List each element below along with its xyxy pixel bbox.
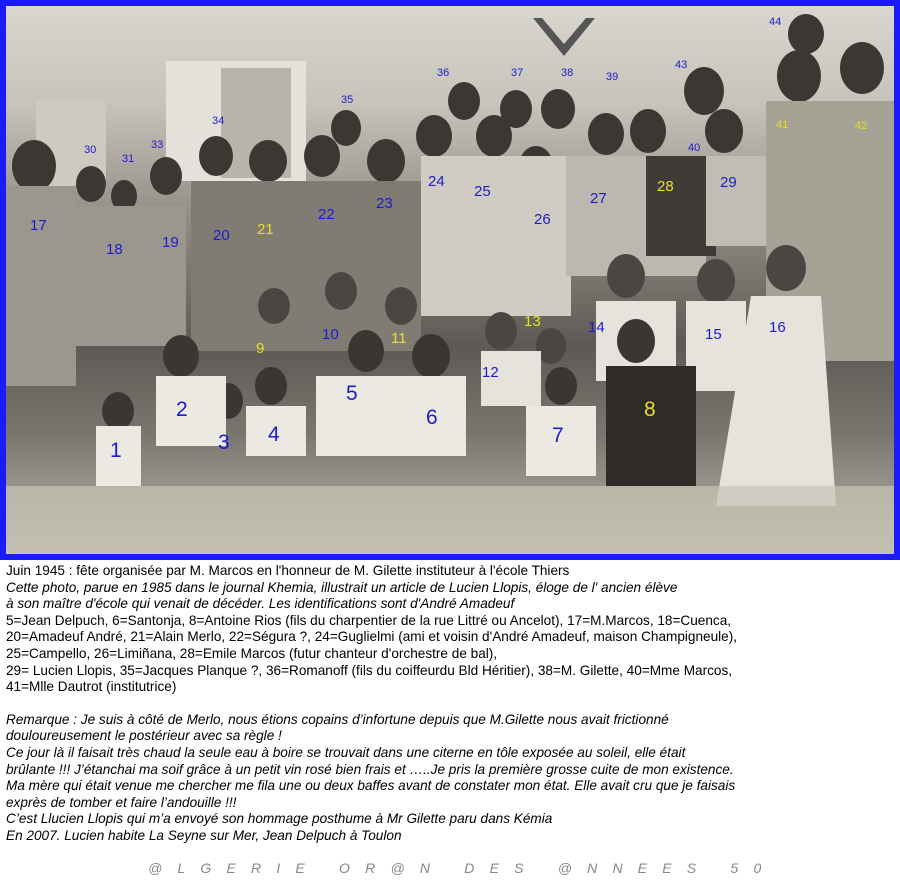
caption-ids-5: 41=Mlle Dautrot (institutrice): [6, 679, 177, 695]
person-label-33: 33: [151, 139, 164, 151]
person-label-34: 34: [212, 115, 225, 127]
person-label-29: 29: [720, 174, 737, 191]
caption-ids-1: 5=Jean Delpuch, 6=Santonja, 8=Antoine Rios (fils du charpentier de la rue Littré ou Ancelot), 17=M.Marcos, 18=Cuenca,: [6, 612, 732, 628]
person-label-17: 17: [30, 217, 47, 234]
person-label-36: 36: [437, 67, 450, 79]
person-label-7: 7: [552, 424, 564, 447]
person-label-10: 10: [322, 326, 339, 343]
person-label-41: 41: [776, 119, 789, 131]
person-label-15: 15: [705, 326, 722, 343]
person-label-8: 8: [644, 398, 656, 421]
person-label-19: 19: [162, 234, 179, 251]
remark-line-3: Ce jour là il faisait très chaud la seule eau à boire se trouvait dans une citerne en tôle exposée au soleil, elle était: [6, 744, 686, 760]
person-label-28: 28: [657, 178, 674, 195]
caption-title: Juin 1945 : fête organisée par M. Marcos en l'honneur de M. Gilette instituteur à l'école Thiers: [6, 563, 570, 578]
remark-line-2: douloureusement le postérieur avec sa règle !: [6, 728, 282, 744]
person-label-11: 11: [391, 330, 407, 347]
caption-ids-3: 25=Campello, 26=Limiñana, 28=Emile Marcos (futur chanteur d'orchestre de bal),: [6, 645, 498, 661]
person-label-40: 40: [688, 142, 701, 154]
person-label-12: 12: [482, 364, 499, 381]
person-label-27: 27: [590, 190, 607, 207]
person-label-2: 2: [176, 398, 188, 421]
caption-spacer: [6, 696, 896, 712]
person-label-21: 21: [257, 221, 274, 238]
ground: [6, 486, 894, 554]
person-label-18: 18: [106, 241, 123, 258]
person-label-6: 6: [426, 406, 438, 429]
remark-line-5: Ma mère qui était venue me chercher me fila une ou deux baffes avant de constater mon état. Elle avait cru que je faisais: [6, 778, 736, 794]
group-photo: [6, 6, 894, 554]
person-label-9: 9: [256, 340, 265, 357]
site-watermark: @LGERIE OR@N DES @NNEES 50: [148, 860, 777, 876]
person-label-14: 14: [588, 319, 605, 336]
person-label-16: 16: [769, 319, 786, 336]
person-label-26: 26: [534, 211, 551, 228]
person-label-44: 44: [769, 16, 782, 28]
caption-ids-2: 20=Amadeuf André, 21=Alain Merlo, 22=Ségura ?, 24=Guglielmi (ami et voisin d'André Amadeuf, maison Champigneule),: [6, 629, 738, 645]
remark-line-6: exprès de tomber et faire l’andouille !!!: [6, 794, 237, 810]
person-label-30: 30: [84, 144, 97, 156]
photo-caption: [6, 563, 896, 845]
person-label-23: 23: [376, 195, 393, 212]
remark-line-7: C’est Llucien Llopis qui m’a envoyé son hommage posthume à Mr Gilette paru dans Kémia: [6, 811, 553, 827]
person-label-37: 37: [511, 67, 524, 79]
photo-silhouettes: [6, 6, 894, 554]
person-label-20: 20: [213, 227, 230, 244]
person-label-13: 13: [524, 313, 541, 330]
dark-jacket: [606, 366, 696, 486]
person-label-22: 22: [318, 206, 335, 223]
person-label-42: 42: [855, 120, 868, 132]
person-label-3: 3: [218, 431, 230, 454]
remark-line-4: brûlante !!! J’étanchai ma soif grâce à un petit vin rosé bien frais et …..Je pris la première grosse cuite de mon existence.: [6, 761, 734, 777]
person-label-35: 35: [341, 94, 354, 106]
remark-line-1: Remarque : Je suis à côté de Merlo, nous étions copains d’infortune depuis que M.Gilette nous avait frictionné: [6, 711, 669, 727]
person-label-5: 5: [346, 382, 358, 405]
person-label-39: 39: [606, 71, 619, 83]
caption-ids-4: 29= Lucien Llopis, 35=Jacques Planque ?, 36=Romanoff (fils du coiffeurdu Bld Héritier), 38=M. Gilette, 40=Mme Marcos,: [6, 662, 733, 678]
caption-intro-1: Cette photo, parue en 1985 dans le journal Khemia, illustrait un article de Lucien Llopis, éloge de l' ancien élève: [6, 579, 678, 595]
remark-line-8: En 2007. Lucien habite La Seyne sur Mer, Jean Delpuch à Toulon: [6, 827, 402, 843]
person-label-43: 43: [675, 59, 688, 71]
person-label-31: 31: [122, 153, 135, 165]
caption-intro-2: à son maître d'école qui venait de décéder. Les identifications sont d'André Amadeuf: [6, 596, 515, 612]
person-label-24: 24: [428, 173, 445, 190]
person-label-38: 38: [561, 67, 574, 79]
arrow-marker: [533, 18, 595, 56]
person-label-25: 25: [474, 183, 491, 200]
person-label-1: 1: [110, 439, 122, 462]
person-label-4: 4: [268, 423, 280, 446]
